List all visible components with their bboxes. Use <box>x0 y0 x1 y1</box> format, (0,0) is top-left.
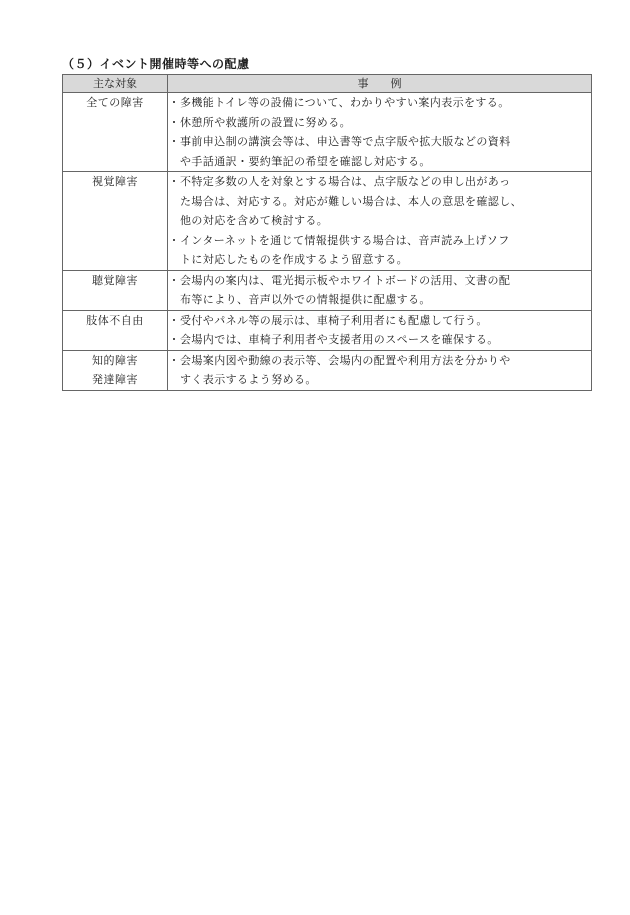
bullet-icon: ・ <box>168 175 180 188</box>
consideration-table <box>62 74 592 391</box>
example-item <box>168 351 591 390</box>
target-label: 知的障害 <box>92 353 138 367</box>
example-cell <box>168 310 592 350</box>
example-item <box>168 132 591 171</box>
target-label: 聴覚障害 <box>92 273 138 287</box>
target-cell <box>63 93 168 172</box>
example-text: 受付やパネル等の展示は、車椅子利用者にも配慮して行う。 <box>180 313 488 327</box>
example-item <box>168 172 591 231</box>
example-text: た場合は、対応する。対応が難しい場合は、本人の意思を確認し、 <box>180 194 522 208</box>
bullet-icon: ・ <box>168 115 180 129</box>
example-item <box>168 93 591 113</box>
section-heading: （５）イベント開催時等への配慮 <box>62 57 250 71</box>
target-cell <box>63 172 168 271</box>
example-cell <box>168 93 592 172</box>
example-item <box>168 330 591 350</box>
example-text: 他の対応を含めて検討する。 <box>180 214 329 227</box>
bullet-icon: ・ <box>168 233 180 247</box>
target-cell <box>63 350 168 390</box>
example-item <box>168 311 591 331</box>
table-body <box>63 93 592 391</box>
example-text: 布等により、音声以外での情報提供に配慮する。 <box>180 293 431 306</box>
example-text: インターネットを通じて情報提供する場合は、音声読み上げソフ <box>180 233 510 247</box>
example-item <box>168 113 591 133</box>
header-example <box>168 75 592 93</box>
table-row <box>63 350 592 390</box>
target-label: 視覚障害 <box>92 175 138 188</box>
header-target: 主な対象 <box>63 75 168 93</box>
example-text: 会場案内図や動線の表示等、会場内の配置や利用方法を分かりや <box>180 353 511 367</box>
target-cell <box>63 310 168 350</box>
bullet-icon: ・ <box>168 96 180 109</box>
example-text: や手話通訳・要約筆記の希望を確認し対応する。 <box>180 154 431 168</box>
example-text: 休憩所や救護所の設置に努める。 <box>180 115 351 129</box>
bullet-icon: ・ <box>168 353 180 367</box>
example-text: 会場内では、車椅子利用者や支援者用のスペースを確保する。 <box>180 333 499 346</box>
table-row <box>63 310 592 350</box>
bullet-icon: ・ <box>168 135 180 148</box>
bullet-icon: ・ <box>168 313 180 327</box>
example-cell <box>168 270 592 310</box>
bullet-icon: ・ <box>168 273 180 287</box>
table-row <box>63 270 592 310</box>
header-example-label: 事例 <box>357 77 424 90</box>
target-label: 発達障害 <box>92 373 138 386</box>
example-item <box>168 231 591 270</box>
example-text: 不特定多数の人を対象とする場合は、点字版などの申し出があっ <box>180 175 511 188</box>
example-text: 事前申込制の講演会等は、申込書等で点字版や拡大版などの資料 <box>180 135 511 148</box>
example-cell <box>168 350 592 390</box>
target-label: 肢体不自由 <box>86 313 144 327</box>
target-cell <box>63 270 168 310</box>
example-cell <box>168 172 592 271</box>
table-header-row <box>63 75 592 93</box>
example-text: 会場内の案内は、電光掲示板やホワイトボードの活用、文書の配 <box>180 273 511 287</box>
example-text: トに対応したものを作成するよう留意する。 <box>180 253 408 266</box>
example-text: 多機能トイレ等の設備について、わかりやすい案内表示をする。 <box>180 96 510 109</box>
example-item <box>168 271 591 310</box>
target-label: 全ての障害 <box>86 96 144 109</box>
bullet-icon: ・ <box>168 333 180 346</box>
example-text: すく表示するよう努める。 <box>180 373 317 386</box>
table-row <box>63 93 592 172</box>
table-row <box>63 172 592 271</box>
